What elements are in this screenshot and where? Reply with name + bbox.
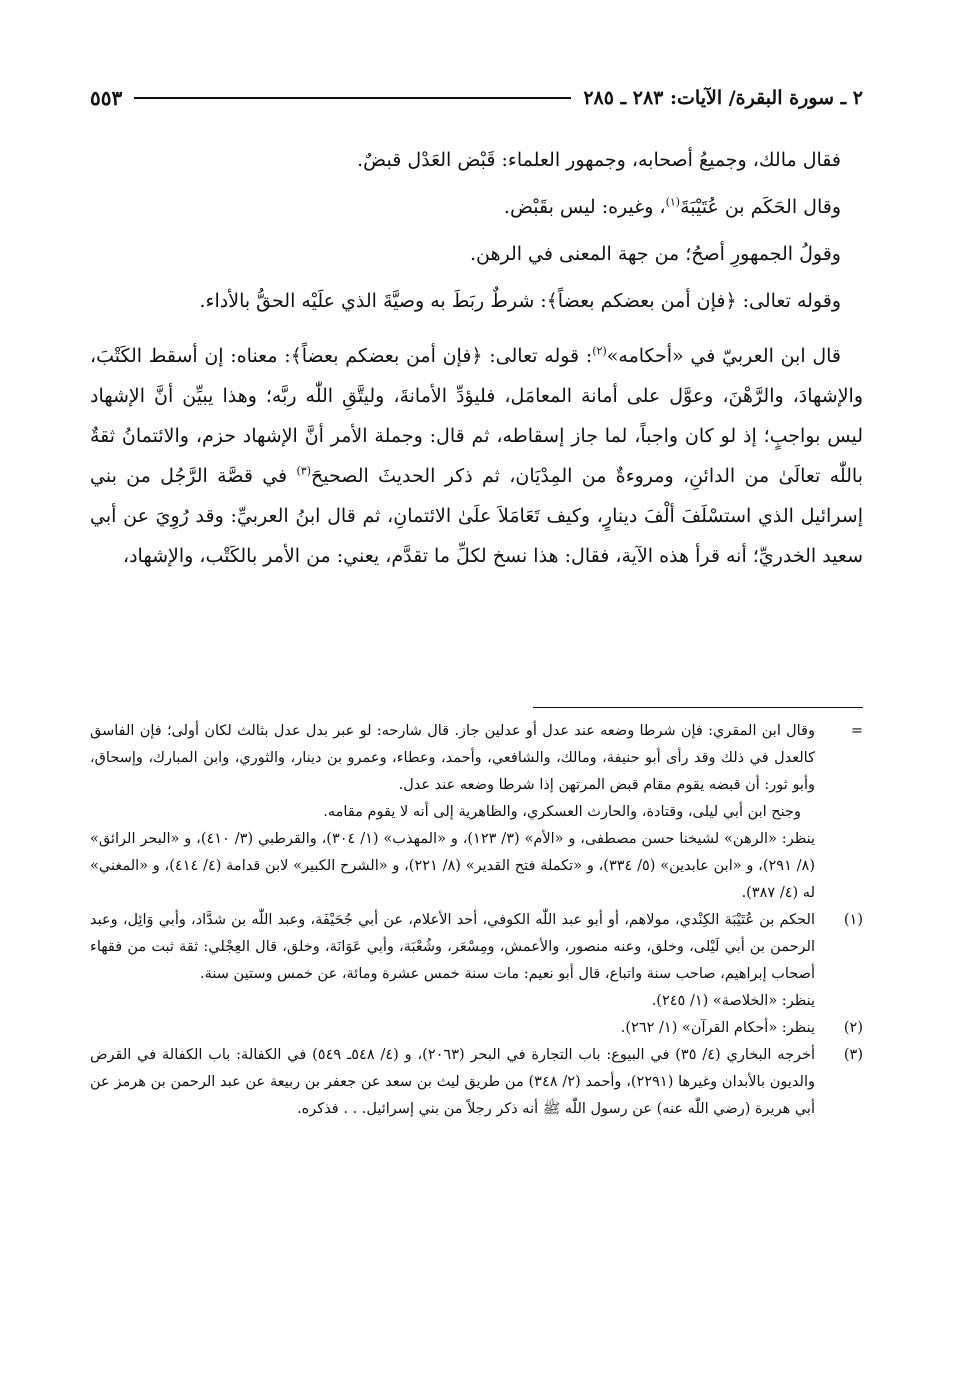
header-rule bbox=[134, 97, 571, 99]
paragraph: قال ابن العربيّ في «أحكامه»$^{(٢)}$: قوله تعالى: ﴿فإن أمن بعضكم بعضاً﴾: معناه: إن أسقط الكَتْبَ، والإشهادَ، والرَّهْنَ، وعوَّل على أمانة المعامَل، فليؤدِّ الأمانةَ، وليتَّقِ اللّٰه ربَّه؛ وهذا يبيِّن أنَّ الإشهاد ليس بواجبٍ؛ إذ لو كان واجباً، لما جاز إسقاطه، ثم قال: وجملة الأمر أنَّ الإشهاد حزم، والائتمانُ ثقةٌ باللّٰه تعالَىٰ من الدائنِ، ومروءةٌ من المِدْيَان، ثم ذكر الحديثَ الصحيحَ$^{(٣)}$ في قصَّة الرَّجُل من بني إسرائيل الذي استسْلَفَ ألْفَ دينارٍ، وكيف تَعَامَلاَ علَىٰ الائتمانِ، ثم قال ابنُ العربيِّ: وقد رُوِيَ عن أبي سعيد الخدريِّ؛ أنه قرأ هذه الآية، فقال: هذا نسخ لكلِّ ما تقدَّم، يعني: من الأمر بالكَتْب، والإشهاد، bbox=[90, 344, 863, 567]
paragraph: وقولُ الجمهورِ أصحُ؛ من جهة المعنى في الرهن. bbox=[469, 243, 841, 265]
footnote-continued bbox=[90, 718, 863, 907]
main-text bbox=[90, 140, 863, 583]
footnote-text: الحكم بن عُتَيْبَة الكِنْدي، مولاهم، أو أبو عبد اللّٰه الكوفي، أحد الأعلام، عن أبي جُحَيْفَة، وعبد اللّٰه بن شدَّاد، وأبي وَائِل، وعبد الرحمن بن أبي لَيْلى، وخلق، وعنه منصور، والأعمش، ومِسْعَر، وشُعْبَة، وأبي عَوَانَة، وخلق، قال العِجْلي: ثقة ثبت من فقهاء أصحاب إبراهيم، صاحب سنة واتباع، قال أبو نعيم: مات سنة خمس عشرة ومائة، عن خمس وستين سنة. bbox=[90, 912, 815, 982]
footnote-rule bbox=[533, 707, 863, 708]
paragraph: فقال مالك، وجميعُ أصحابه، وجمهور العلماء: قَبْض العَدْل قبضٌ. bbox=[357, 149, 841, 171]
paragraph: وقوله تعالى: ﴿فإن أمن بعضكم بعضاً﴾: شرطٌ ربَطَ به وصيَّةَ الذي علَيْه الحقُّ بالأداء. bbox=[199, 290, 841, 312]
footnote-text: ينظر: «أحكام القرآن» (١/ ٢٦٢). bbox=[620, 1020, 815, 1036]
footnote-number: (٣) bbox=[843, 1047, 863, 1063]
page-number: ٥٥٣ bbox=[90, 86, 123, 110]
footnote-number: (٢) bbox=[843, 1020, 863, 1036]
footnote-ref: (٢) bbox=[592, 344, 607, 358]
chapter-title: ٢ ـ سورة البقرة/ الآيات: ٢٨٣ ـ ٢٨٥ bbox=[583, 87, 863, 109]
footnote-text: وقال ابن المقري: فإن شرطا وضعه عند عدل أو عدلين جاز. قال شارحه: لو عبر بدل عدل بثالث لكان أولى؛ فإن الفاسق كالعدل في ذلك وقد رأى أبو حنيفة، ومالك، والشافعي، وأحمد، وعطاء، وعمرو بن دينار، والثوري، وابن المبارك، وإسحاق، وأبو ثور: أن قبضه يقوم مقام قبض المرتهن إذا شرطا وضعه عند عدل. bbox=[90, 723, 815, 793]
footnote-text: أخرجه البخاري (٤/ ٣٥) في البيوع: باب التجارة في البحر (٢٠٦٣)، و (٤/ ٥٤٨ـ ٥٤٩) في الكفالة: باب الكفالة في القرض والديون بالأبدان وغيرها (٢٢٩١)، وأحمد (٢/ ٣٤٨) من طريق ليث بن سعد عن جعفر بن ربيعة عن عبد الرحمن بن هرمز عن أبي هريرة (رضي اللّٰه عنه) عن رسول اللّٰه ﷺ أنه ذكر رجلاً من بني إسرائيل. . . فذكره. bbox=[90, 1047, 816, 1117]
footnote-text: ينظر: «الرهن» لشيخنا حسن مصطفى، و «الأم» (٣/ ١٢٣)، و «المهذب» (١/ ٣٠٤)، والقرطبي (٣/ ٤١٠)، و «البحر الرائق» (٨/ ٢٩١)، و «ابن عابدين» (٥/ ٣٣٤)، و «تكملة فتح القدير» (٨/ ٢٢١)، و «الشرح الكبير» لابن قدامة (٤/ ٤١٤)، و «المغني» له (٤/ ٣٨٧). bbox=[90, 831, 815, 901]
footnote-2 bbox=[90, 1015, 863, 1042]
continuation-mark: = bbox=[850, 723, 863, 739]
footnote-ref: (١) bbox=[665, 195, 681, 209]
footnote-ref: (٣) bbox=[296, 464, 311, 478]
paragraph: وقال الحَكَم بن عُتَيْبَةَ$^{(١)}$، وغيره: ليس بقَبْض. bbox=[503, 195, 841, 218]
running-header bbox=[90, 78, 863, 118]
footnotes bbox=[90, 718, 863, 1123]
footnote-text: وجنح ابن أبي ليلى، وقتادة، والحارث العسكري، والظاهرية إلى أنه لا يقوم مقامه. bbox=[323, 804, 801, 820]
footnote-number: (١) bbox=[843, 912, 863, 928]
footnote-3 bbox=[90, 1042, 863, 1123]
footnote-1 bbox=[90, 907, 863, 1015]
footnote-text: ينظر: «الخلاصة» (١/ ٢٤٥). bbox=[651, 993, 815, 1009]
